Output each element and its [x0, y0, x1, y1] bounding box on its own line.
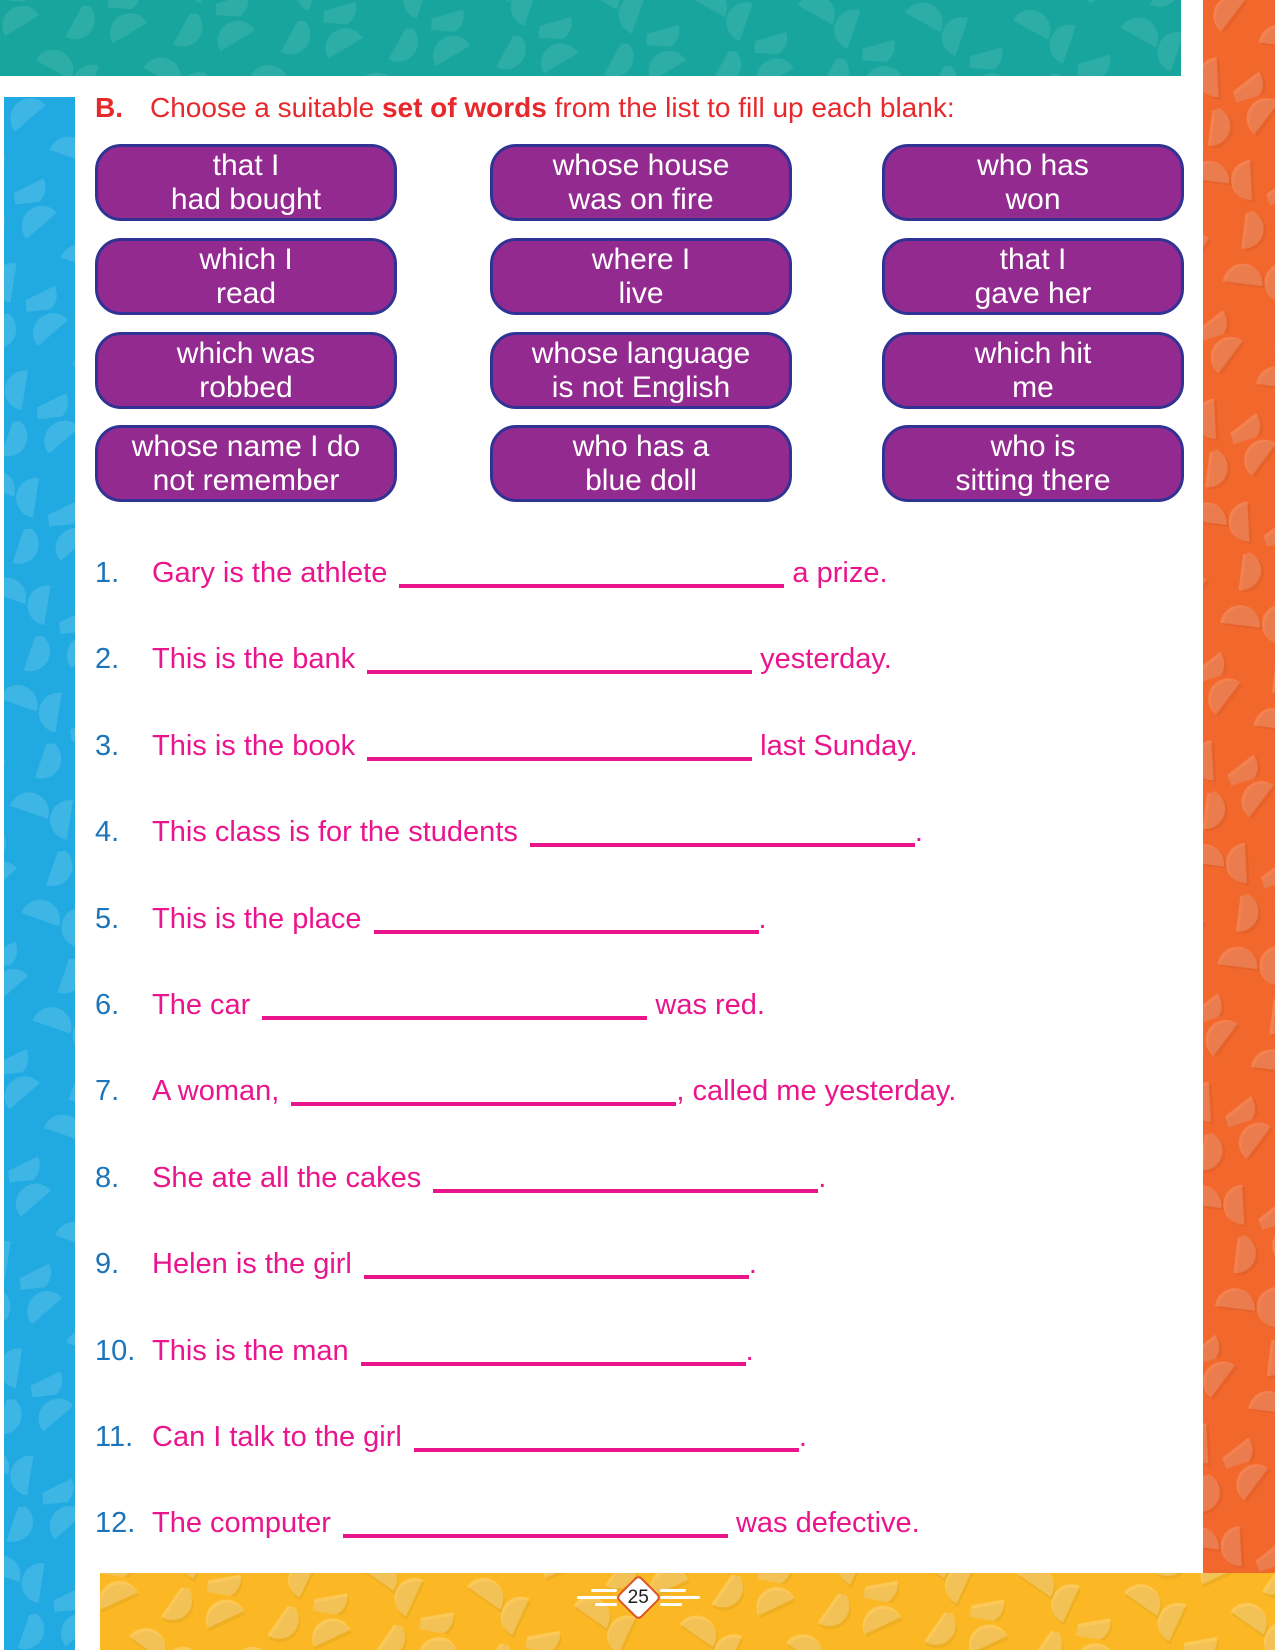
question-text-after: last Sunday. [752, 730, 918, 762]
answer-blank [364, 1247, 749, 1279]
page-number-marker [568, 1573, 708, 1621]
section-instruction: Choose a suitable set of words from the list to fill up each blank: [150, 92, 955, 123]
question-text-after: , called me yesterday. [676, 1075, 957, 1107]
question-row [95, 723, 1180, 767]
blue-droplet-pattern [4, 97, 75, 1650]
question-text-after: yesterday. [752, 643, 892, 675]
word-bank-pill: which hit me [882, 332, 1184, 409]
question-text-before: Gary is the athlete [152, 557, 388, 589]
question-number: 12. [95, 1507, 136, 1539]
question-text-after: was defective. [727, 1507, 920, 1539]
word-bank-pill: whose house was on fire [490, 144, 792, 221]
question-text-after: . [745, 1335, 754, 1367]
word-bank-pill: who has a blue doll [490, 425, 792, 502]
answer-blank [262, 988, 647, 1020]
orange-droplet-pattern [1203, 0, 1275, 1573]
question-number: 2. [95, 643, 120, 675]
question-text-after: . [798, 1421, 807, 1453]
question-text-before: This class is for the students [152, 816, 518, 848]
instruction-bold-phrase: set of words [381, 92, 547, 123]
question-row [95, 550, 1180, 594]
answer-blank [530, 815, 915, 847]
word-bank-pill: whose language is not English [490, 332, 792, 409]
question-row [95, 1328, 1180, 1372]
question-text-before: This is the man [152, 1335, 349, 1367]
question-text-before: A woman, [152, 1075, 280, 1107]
answer-blank [399, 556, 784, 588]
answer-blank [361, 1334, 746, 1366]
question-number: 8. [95, 1162, 120, 1194]
question-number: 10. [95, 1335, 136, 1367]
question-text-after: . [914, 816, 923, 848]
question-number: 7. [95, 1075, 120, 1107]
question-row [95, 896, 1180, 940]
word-bank-pill: where I live [490, 238, 792, 315]
question-row [95, 1414, 1180, 1458]
answer-blank [367, 642, 752, 674]
question-row [95, 809, 1180, 853]
question-number: 1. [95, 557, 120, 589]
answer-blank [433, 1161, 818, 1193]
question-row [95, 1241, 1180, 1285]
question-row [95, 636, 1180, 680]
question-row [95, 1500, 1180, 1544]
question-text-before: Helen is the girl [152, 1248, 352, 1280]
left-side-strip [4, 97, 75, 1650]
question-text-before: This is the bank [152, 643, 356, 675]
question-text-before: Can I talk to the girl [152, 1421, 402, 1453]
question-number: 9. [95, 1248, 120, 1280]
question-number: 5. [95, 903, 120, 935]
page-number: 25 [627, 1585, 649, 1607]
answer-blank [343, 1506, 728, 1538]
word-bank-pill: which was robbed [95, 332, 397, 409]
word-bank-pill: who has won [882, 144, 1184, 221]
word-bank-pill: which I read [95, 238, 397, 315]
question-text-after: a prize. [784, 557, 888, 589]
word-bank-pill: that I had bought [95, 144, 397, 221]
decorative-lines-left [577, 1589, 617, 1606]
answer-blank [367, 729, 752, 761]
page-number-diamond [615, 1574, 662, 1621]
section-label: B. [95, 92, 123, 123]
question-text-before: The computer [152, 1507, 331, 1539]
top-banner-strip [0, 0, 1181, 76]
question-text-before: This is the book [152, 730, 356, 762]
teal-droplet-pattern [0, 0, 1181, 76]
question-text-after: . [748, 1248, 757, 1280]
question-text-after: . [758, 903, 767, 935]
word-bank-pill: who is sitting there [882, 425, 1184, 502]
question-text-before: The car [152, 989, 251, 1021]
question-text-before: This is the place [152, 903, 362, 935]
word-bank-pill: whose name I do not remember [95, 425, 397, 502]
question-row [95, 982, 1180, 1026]
question-number: 6. [95, 989, 120, 1021]
question-number: 11. [95, 1421, 134, 1453]
question-text-before: She ate all the cakes [152, 1162, 422, 1194]
question-row [95, 1155, 1180, 1199]
question-text-after: was red. [647, 989, 765, 1021]
word-bank-pill: that I gave her [882, 238, 1184, 315]
answer-blank [374, 902, 759, 934]
question-text-after: . [818, 1162, 827, 1194]
question-row [95, 1068, 1180, 1112]
answer-blank [414, 1420, 799, 1452]
decorative-lines-right [660, 1589, 700, 1606]
question-number: 4. [95, 816, 120, 848]
right-side-strip [1203, 0, 1275, 1573]
section-header [95, 92, 1175, 124]
question-number: 3. [95, 730, 120, 762]
answer-blank [291, 1074, 676, 1106]
